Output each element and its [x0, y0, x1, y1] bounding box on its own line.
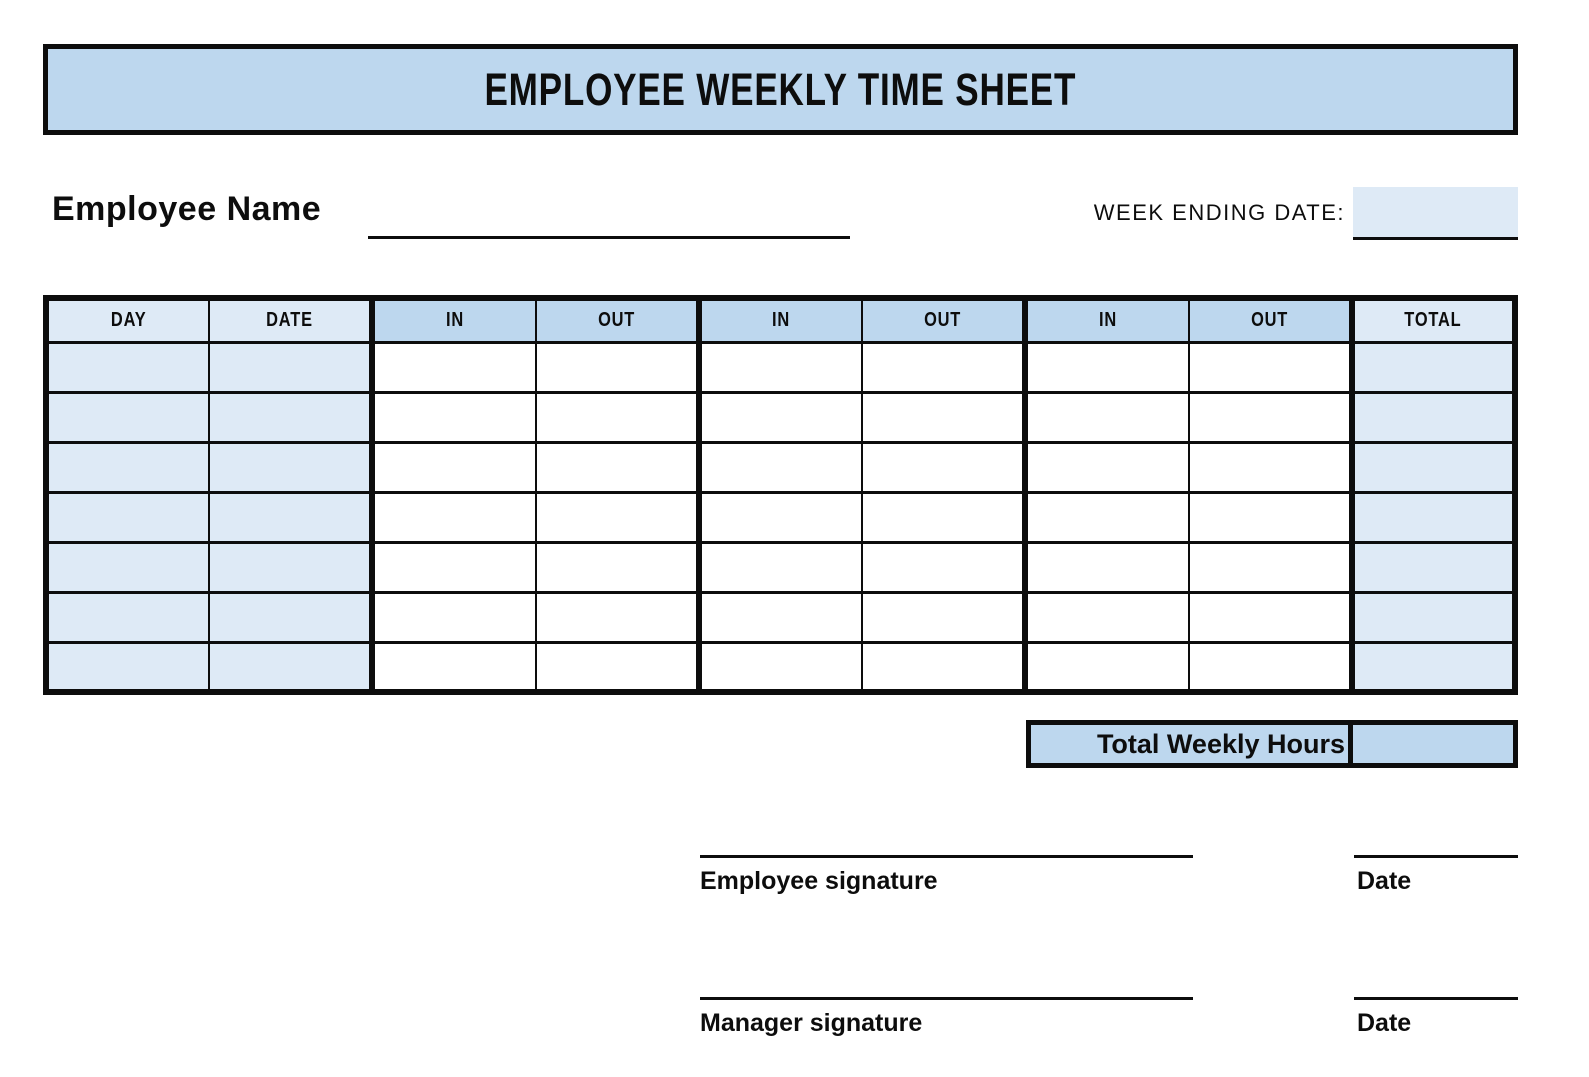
cell-out-1-row7[interactable] [536, 642, 699, 692]
cell-in-2-row5[interactable] [699, 542, 862, 592]
cell-in-2-row7[interactable] [699, 642, 862, 692]
total-weekly-hours-field[interactable] [1353, 725, 1513, 763]
timesheet-table-body [46, 342, 1515, 692]
cell-out-2-row4[interactable] [862, 492, 1025, 542]
cell-total-row3[interactable] [1352, 442, 1515, 492]
cell-out-2-row2[interactable] [862, 392, 1025, 442]
col-header-out-3 [1189, 298, 1352, 342]
cell-in-3-row7[interactable] [1025, 642, 1188, 692]
cell-in-3-row5[interactable] [1025, 542, 1188, 592]
cell-day-row6[interactable] [46, 592, 209, 642]
cell-in-1-row1[interactable] [372, 342, 535, 392]
cell-in-1-row5[interactable] [372, 542, 535, 592]
timesheet-row-7 [46, 642, 1515, 692]
cell-day-row3[interactable] [46, 442, 209, 492]
cell-in-1-row4[interactable] [372, 492, 535, 542]
cell-in-2-row6[interactable] [699, 592, 862, 642]
cell-day-row4[interactable] [46, 492, 209, 542]
employee-signature-line[interactable] [700, 855, 1193, 858]
col-header-in-2-text: IN [772, 309, 791, 332]
cell-in-1-row3[interactable] [372, 442, 535, 492]
col-header-in-3 [1025, 298, 1188, 342]
cell-out-3-row4[interactable] [1189, 492, 1352, 542]
col-header-out-1-text: OUT [597, 309, 635, 332]
cell-out-1-row6[interactable] [536, 592, 699, 642]
cell-date-row6[interactable] [209, 592, 372, 642]
col-header-date [209, 298, 372, 342]
cell-in-1-row6[interactable] [372, 592, 535, 642]
cell-date-row7[interactable] [209, 642, 372, 692]
cell-in-3-row4[interactable] [1025, 492, 1188, 542]
cell-total-row4[interactable] [1352, 492, 1515, 542]
timesheet-table-header [46, 298, 1515, 342]
cell-out-1-row5[interactable] [536, 542, 699, 592]
cell-out-2-row7[interactable] [862, 642, 1025, 692]
cell-out-1-row3[interactable] [536, 442, 699, 492]
cell-in-3-row3[interactable] [1025, 442, 1188, 492]
col-header-out-1 [536, 298, 699, 342]
cell-out-2-row1[interactable] [862, 342, 1025, 392]
col-header-total [1352, 298, 1515, 342]
cell-out-2-row5[interactable] [862, 542, 1025, 592]
cell-in-3-row6[interactable] [1025, 592, 1188, 642]
cell-in-2-row1[interactable] [699, 342, 862, 392]
cell-out-1-row4[interactable] [536, 492, 699, 542]
cell-total-row6[interactable] [1352, 592, 1515, 642]
cell-total-row2[interactable] [1352, 392, 1515, 442]
timesheet-row-4 [46, 492, 1515, 542]
col-header-in-1 [372, 298, 535, 342]
cell-date-row4[interactable] [209, 492, 372, 542]
cell-in-1-row2[interactable] [372, 392, 535, 442]
col-header-out-2 [862, 298, 1025, 342]
cell-total-row5[interactable] [1352, 542, 1515, 592]
timesheet-row-3 [46, 442, 1515, 492]
employee-date-label: Date [1357, 867, 1412, 895]
cell-date-row1[interactable] [209, 342, 372, 392]
timesheet-row-2 [46, 392, 1515, 442]
cell-in-2-row4[interactable] [699, 492, 862, 542]
week-ending-date-field[interactable] [1353, 187, 1518, 240]
manager-signature-line[interactable] [700, 997, 1193, 1000]
col-header-in-2 [699, 298, 862, 342]
cell-out-3-row1[interactable] [1189, 342, 1352, 392]
cell-date-row2[interactable] [209, 392, 372, 442]
total-weekly-hours-label: Total Weekly Hours [1031, 725, 1353, 763]
cell-out-2-row3[interactable] [862, 442, 1025, 492]
week-ending-date-label: WEEK ENDING DATE: [1093, 200, 1345, 225]
cell-out-1-row1[interactable] [536, 342, 699, 392]
cell-in-2-row2[interactable] [699, 392, 862, 442]
col-header-in-1-text: IN [446, 309, 465, 332]
cell-total-row1[interactable] [1352, 342, 1515, 392]
cell-in-2-row3[interactable] [699, 442, 862, 492]
cell-out-3-row6[interactable] [1189, 592, 1352, 642]
cell-out-1-row2[interactable] [536, 392, 699, 442]
cell-in-1-row7[interactable] [372, 642, 535, 692]
cell-out-2-row6[interactable] [862, 592, 1025, 642]
cell-out-3-row5[interactable] [1189, 542, 1352, 592]
manager-date-line[interactable] [1354, 997, 1518, 1000]
timesheet-row-5 [46, 542, 1515, 592]
cell-date-row5[interactable] [209, 542, 372, 592]
cell-day-row1[interactable] [46, 342, 209, 392]
col-header-in-3-text: IN [1098, 309, 1117, 332]
employee-name-label: Employee Name [52, 190, 322, 228]
cell-day-row7[interactable] [46, 642, 209, 692]
employee-name-field[interactable] [368, 236, 850, 239]
cell-date-row3[interactable] [209, 442, 372, 492]
cell-day-row5[interactable] [46, 542, 209, 592]
col-header-date-text: DATE [266, 309, 314, 332]
page-title: EMPLOYEE WEEKLY TIME SHEET [484, 63, 1077, 115]
col-header-total-text: TOTAL [1404, 309, 1462, 332]
col-header-out-2-text: OUT [924, 309, 962, 332]
title-bar [43, 44, 1518, 135]
employee-signature-label: Employee signature [700, 867, 938, 895]
col-header-day-text: DAY [110, 309, 147, 332]
total-weekly-hours-row [1026, 720, 1518, 768]
cell-total-row7[interactable] [1352, 642, 1515, 692]
cell-day-row2[interactable] [46, 392, 209, 442]
timesheet-row-6 [46, 592, 1515, 642]
manager-signature-label: Manager signature [700, 1009, 923, 1037]
cell-out-3-row7[interactable] [1189, 642, 1352, 692]
employee-date-line[interactable] [1354, 855, 1518, 858]
manager-date-label: Date [1357, 1009, 1412, 1037]
col-header-day [46, 298, 209, 342]
cell-in-3-row2[interactable] [1025, 392, 1188, 442]
timesheet-row-1 [46, 342, 1515, 392]
cell-out-3-row3[interactable] [1189, 442, 1352, 492]
col-header-out-3-text: OUT [1250, 309, 1288, 332]
cell-out-3-row2[interactable] [1189, 392, 1352, 442]
timesheet-table [43, 295, 1518, 695]
cell-in-3-row1[interactable] [1025, 342, 1188, 392]
